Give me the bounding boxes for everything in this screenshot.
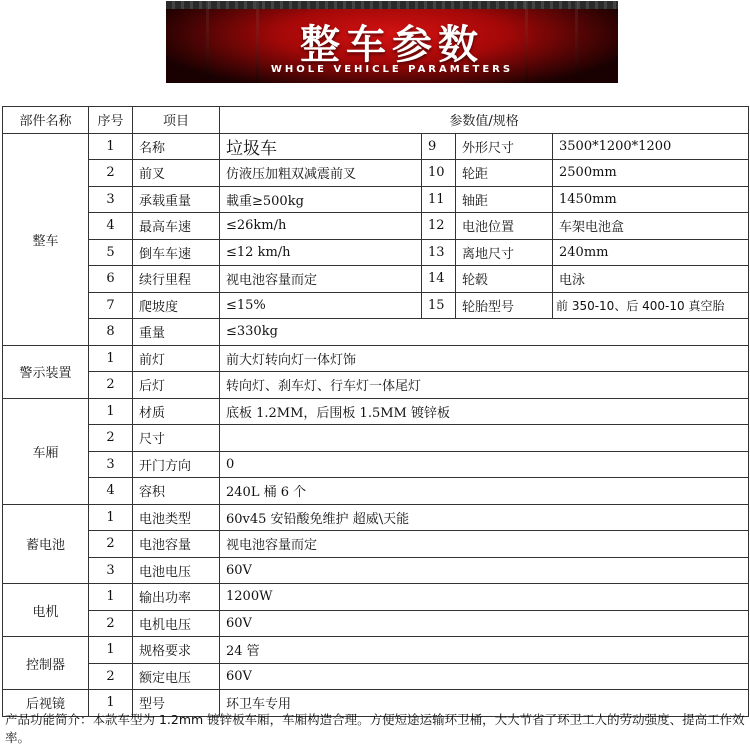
seq-cell: 2 bbox=[89, 372, 133, 399]
value-cell: 视电池容量而定 bbox=[220, 531, 749, 558]
item-cell: 开门方向 bbox=[133, 451, 220, 478]
value-cell: 60V bbox=[220, 663, 749, 690]
title-banner bbox=[166, 1, 618, 83]
value-cell: 1450mm bbox=[553, 186, 749, 213]
item-cell: 离地尺寸 bbox=[456, 239, 553, 266]
table-row bbox=[3, 319, 749, 346]
table-row bbox=[3, 663, 749, 690]
table-row bbox=[3, 239, 749, 266]
value-cell: ≤12 km/h bbox=[220, 239, 422, 266]
value-cell bbox=[220, 425, 749, 452]
table-row bbox=[3, 451, 749, 478]
table-row bbox=[3, 292, 749, 319]
group-motor: 电机 bbox=[3, 584, 89, 637]
value-cell: 0 bbox=[220, 451, 749, 478]
item-cell: 爬坡度 bbox=[133, 292, 220, 319]
value-cell: 載重≥500kg bbox=[220, 186, 422, 213]
seq-cell: 2 bbox=[89, 160, 133, 187]
table-row bbox=[3, 504, 749, 531]
value-cell: 60v45 安铅酸免维护 超威\天能 bbox=[220, 504, 749, 531]
table-row bbox=[3, 160, 749, 187]
banner-subtitle: WHOLE VEHICLE PARAMETERS bbox=[270, 64, 514, 75]
item-cell: 电机电压 bbox=[133, 610, 220, 637]
seq-cell: 14 bbox=[422, 266, 456, 293]
value-cell: ≤15% bbox=[220, 292, 422, 319]
table-row bbox=[3, 584, 749, 611]
value-cell: 2500mm bbox=[553, 160, 749, 187]
item-cell: 电池类型 bbox=[133, 504, 220, 531]
value-cell: 仿液压加粗双减震前叉 bbox=[220, 160, 422, 187]
seq-cell: 1 bbox=[89, 637, 133, 664]
item-cell: 型号 bbox=[133, 690, 220, 717]
banner-top-stripe bbox=[166, 1, 618, 9]
item-cell: 电池容量 bbox=[133, 531, 220, 558]
table-row bbox=[3, 557, 749, 584]
item-cell: 前叉 bbox=[133, 160, 220, 187]
item-cell: 名称 bbox=[133, 133, 220, 160]
seq-cell: 9 bbox=[422, 133, 456, 160]
seq-cell: 2 bbox=[89, 425, 133, 452]
value-cell: 车架电池盒 bbox=[553, 213, 749, 240]
spec-table bbox=[2, 106, 749, 717]
item-cell: 电池电压 bbox=[133, 557, 220, 584]
table-row bbox=[3, 478, 749, 505]
group-mirror: 后视镜 bbox=[3, 690, 89, 717]
value-cell: ≤26km/h bbox=[220, 213, 422, 240]
header-part: 部件名称 bbox=[3, 107, 89, 134]
item-cell: 规格要求 bbox=[133, 637, 220, 664]
value-cell: 1200W bbox=[220, 584, 749, 611]
group-warning: 警示装置 bbox=[3, 345, 89, 398]
table-row bbox=[3, 372, 749, 399]
item-cell: 轮距 bbox=[456, 160, 553, 187]
value-cell: ≤330kg bbox=[220, 319, 749, 346]
seq-cell: 1 bbox=[89, 690, 133, 717]
item-cell: 电池位置 bbox=[456, 213, 553, 240]
seq-cell: 2 bbox=[89, 663, 133, 690]
item-cell: 前灯 bbox=[133, 345, 220, 372]
seq-cell: 4 bbox=[89, 478, 133, 505]
group-vehicle: 整车 bbox=[3, 133, 89, 345]
item-cell: 输出功率 bbox=[133, 584, 220, 611]
item-cell: 外形尺寸 bbox=[456, 133, 553, 160]
item-cell: 容积 bbox=[133, 478, 220, 505]
value-cell: 60V bbox=[220, 557, 749, 584]
value-cell: 24 管 bbox=[220, 637, 749, 664]
seq-cell: 3 bbox=[89, 451, 133, 478]
item-cell: 额定电压 bbox=[133, 663, 220, 690]
seq-cell: 1 bbox=[89, 398, 133, 425]
item-cell: 倒车车速 bbox=[133, 239, 220, 266]
seq-cell: 13 bbox=[422, 239, 456, 266]
seq-cell: 1 bbox=[89, 133, 133, 160]
value-cell: 垃圾车 bbox=[220, 133, 422, 160]
item-cell: 承载重量 bbox=[133, 186, 220, 213]
product-description: 产品功能简介：本款车型为 1.2mm 镀锌板车厢，车厢构造合理。方便短途运输环卫桶，大大节省了环卫工人的劳动强度、提高工作效率。 bbox=[5, 712, 745, 745]
seq-cell: 11 bbox=[422, 186, 456, 213]
group-body: 车厢 bbox=[3, 398, 89, 504]
value-cell: 3500*1200*1200 bbox=[553, 133, 749, 160]
group-controller: 控制器 bbox=[3, 637, 89, 690]
value-cell: 视电池容量而定 bbox=[220, 266, 422, 293]
header-value: 参数值/规格 bbox=[220, 107, 749, 134]
seq-cell: 3 bbox=[89, 186, 133, 213]
item-cell: 轮胎型号 bbox=[456, 292, 553, 319]
value-cell: 240L 桶 6 个 bbox=[220, 478, 749, 505]
header-seq: 序号 bbox=[89, 107, 133, 134]
table-row bbox=[3, 531, 749, 558]
value-cell: 底板 1.2MM，后围板 1.5MM 镀锌板 bbox=[220, 398, 749, 425]
value-cell: 转向灯、刹车灯、行车灯一体尾灯 bbox=[220, 372, 749, 399]
item-cell: 轴距 bbox=[456, 186, 553, 213]
seq-cell: 4 bbox=[89, 213, 133, 240]
item-cell: 尺寸 bbox=[133, 425, 220, 452]
item-cell: 轮毂 bbox=[456, 266, 553, 293]
seq-cell: 2 bbox=[89, 531, 133, 558]
table-header-row bbox=[3, 107, 749, 134]
value-cell: 环卫车专用 bbox=[220, 690, 749, 717]
item-cell: 重量 bbox=[133, 319, 220, 346]
table-row bbox=[3, 213, 749, 240]
seq-cell: 5 bbox=[89, 239, 133, 266]
seq-cell: 15 bbox=[422, 292, 456, 319]
seq-cell: 12 bbox=[422, 213, 456, 240]
item-cell: 材质 bbox=[133, 398, 220, 425]
table-row bbox=[3, 133, 749, 160]
header-item: 项目 bbox=[133, 107, 220, 134]
seq-cell: 7 bbox=[89, 292, 133, 319]
seq-cell: 1 bbox=[89, 345, 133, 372]
value-cell: 前大灯转向灯一体灯饰 bbox=[220, 345, 749, 372]
value-cell: 前 350-10、后 400-10 真空胎 bbox=[553, 292, 749, 319]
seq-cell: 3 bbox=[89, 557, 133, 584]
table-row bbox=[3, 610, 749, 637]
seq-cell: 6 bbox=[89, 266, 133, 293]
item-cell: 最高车速 bbox=[133, 213, 220, 240]
seq-cell: 1 bbox=[89, 504, 133, 531]
group-battery: 蓄电池 bbox=[3, 504, 89, 584]
seq-cell: 2 bbox=[89, 610, 133, 637]
table-row bbox=[3, 637, 749, 664]
value-cell: 240mm bbox=[553, 239, 749, 266]
table-row bbox=[3, 266, 749, 293]
item-cell: 续行里程 bbox=[133, 266, 220, 293]
table-row bbox=[3, 345, 749, 372]
table-row bbox=[3, 186, 749, 213]
seq-cell: 8 bbox=[89, 319, 133, 346]
value-cell: 60V bbox=[220, 610, 749, 637]
value-cell: 电泳 bbox=[553, 266, 749, 293]
item-cell: 后灯 bbox=[133, 372, 220, 399]
table-row bbox=[3, 398, 749, 425]
seq-cell: 10 bbox=[422, 160, 456, 187]
table-row bbox=[3, 425, 749, 452]
banner-title: 整车参数 bbox=[300, 22, 484, 68]
seq-cell: 1 bbox=[89, 584, 133, 611]
